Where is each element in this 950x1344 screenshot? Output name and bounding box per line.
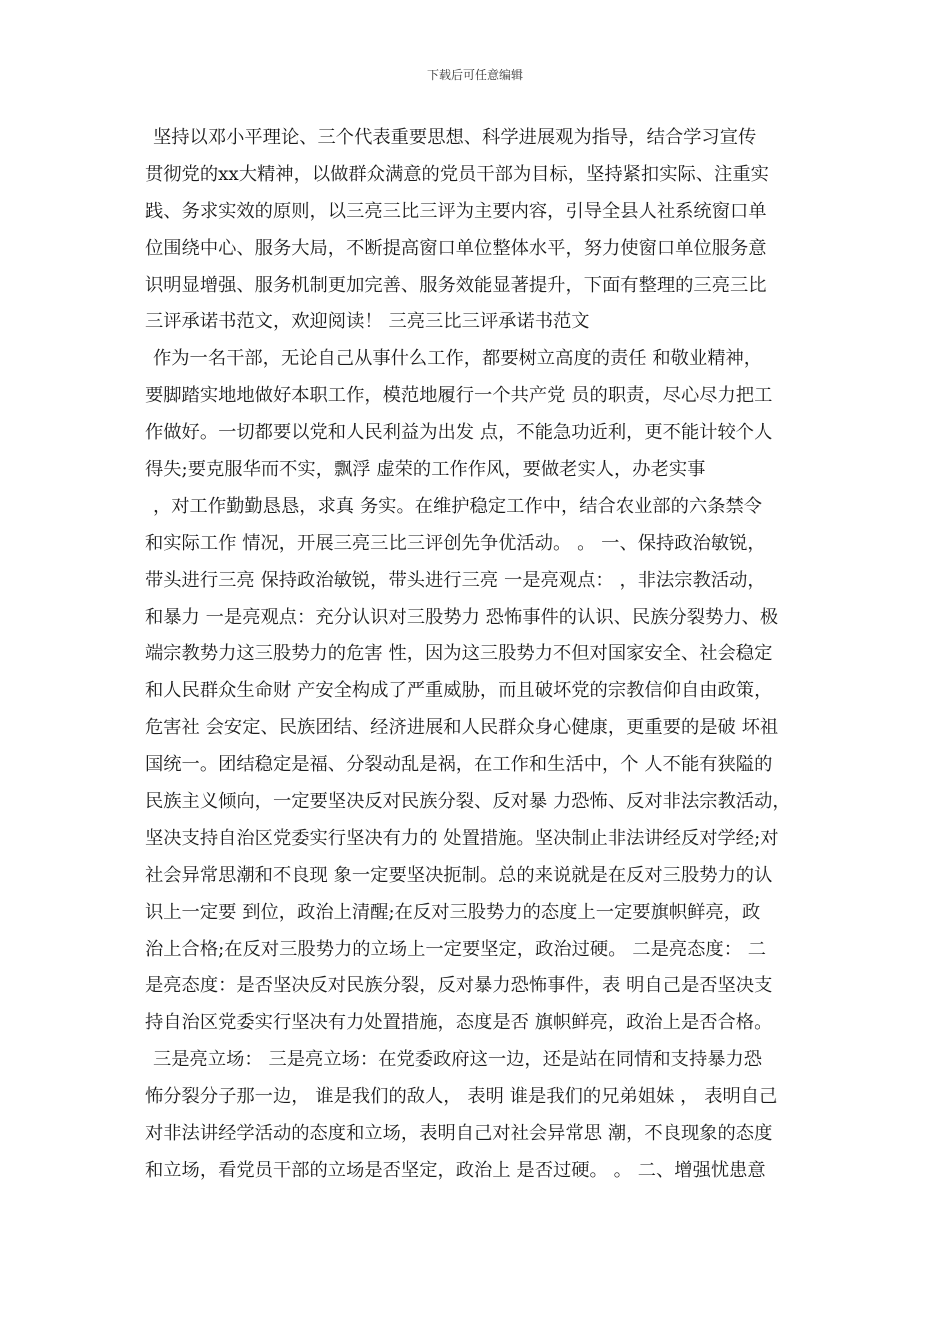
text-line: 坚持以邓小平理论、三个代表重要思想、科学进展观为指导，结合学习宣传 <box>153 127 757 148</box>
text-line: 和人民群众生命财 产安全构成了严重威胁，而且破坏党的宗教信仰自由政策， <box>145 680 773 702</box>
text-line: 践、务求实效的原则，以三亮三比三评为主要内容，引导全县人社系统窗口单 <box>145 200 767 222</box>
text-line: 识上一定要 到位，政治上清醒;在反对三股势力的态度上一定要旗帜鲜亮，政 <box>145 901 761 923</box>
text-line: 危害社 会安定、民族团结、经济进展和人民群众身心健康，更重要的是破 坏祖 <box>145 717 779 739</box>
text-line: 得失;要克服华而不实，飘浮 虚荣的工作作风，要做老实人，办老实事 <box>145 459 706 481</box>
text-line: 国统一。团结稳定是福、分裂动乱是祸，在工作和生活中，个 人不能有狭隘的 <box>145 754 773 776</box>
text-line: 治上合格;在反对三股势力的立场上一定要坚定，政治过硬。 二是亮态度： 二 <box>145 938 767 960</box>
text-line: 贯彻党的xx大精神，以做群众满意的党员干部为目标，坚持紧扣实际、注重实 <box>145 163 769 185</box>
document-body <box>145 120 810 1190</box>
text-line: 作做好。一切都要以党和人民利益为出发 点，不能急功近利，更不能计较个人 <box>145 422 773 444</box>
text-line: 怖分裂分子那一边， 谁是我们的敌人， 表明 谁是我们的兄弟姐妹 ， 表明自己 <box>145 1086 778 1108</box>
text-line: 三是亮立场： 三是亮立场：在党委政府这一边，还是站在同情和支持暴力恐 <box>153 1049 763 1071</box>
text-line: 带头进行三亮 保持政治敏锐，带头进行三亮 一是亮观点： ，非法宗教活动， <box>145 569 766 591</box>
text-line: 和实际工作 情况，开展三亮三比三评创先争优活动。 。 一、保持政治敏锐， <box>145 532 766 554</box>
text-line: 和立场，看党员干部的立场是否坚定，政治上 是否过硬。 。 二、增强忧患意 <box>145 1159 766 1181</box>
text-line: 作为一名干部，无论自己从事什么工作，都要树立高度的责任 和敬业精神， <box>153 348 763 370</box>
text-line: 要脚踏实地地做好本职工作，模范地履行一个共产党 员的职责，尽心尽力把工 <box>145 385 773 407</box>
page-header: 下载后可任意编辑 <box>426 68 523 82</box>
text-line: 位围绕中心、服务大局，不断提高窗口单位整体水平，努力使窗口单位服务意 <box>145 237 767 259</box>
text-line: 对非法讲经学活动的态度和立场，表明自己对社会异常思 潮，不良现象的态度 <box>145 1123 773 1145</box>
text-line: 坚决支持自治区党委实行坚决有力的 处置措施。坚决制止非法讲经反对学经;对 <box>145 827 779 849</box>
text-line: 端宗教势力这三股势力的危害 性，因为这三股势力不但对国家安全、社会稳定 <box>145 643 773 665</box>
text-line: 社会异常思潮和不良现 象一定要坚决扼制。总的来说就是在反对三股势力的认 <box>145 864 773 886</box>
text-line: 识明显增强、服务机制更加完善、服务效能显著提升，下面有整理的三亮三比 <box>145 274 767 296</box>
text-line: 三评承诺书范文，欢迎阅读！ 三亮三比三评承诺书范文 <box>145 311 590 333</box>
text-line: 是亮态度：是否坚决反对民族分裂，反对暴力恐怖事件，表 明自己是否坚决支 <box>145 975 773 997</box>
text-line: 和暴力 一是亮观点：充分认识对三股势力 恐怖事件的认识、民族分裂势力、极 <box>145 606 779 628</box>
text-line: 民族主义倾向，一定要坚决反对民族分裂、反对暴 力恐怖、反对非法宗教活动， <box>145 791 791 813</box>
text-line: 持自治区党委实行坚决有力处置措施，态度是否 旗帜鲜亮，政治上是否合格。 <box>145 1012 773 1034</box>
text-line: ，对工作勤勤恳恳，求真 务实。在维护稳定工作中，结合农业部的六条禁令 <box>153 495 763 517</box>
